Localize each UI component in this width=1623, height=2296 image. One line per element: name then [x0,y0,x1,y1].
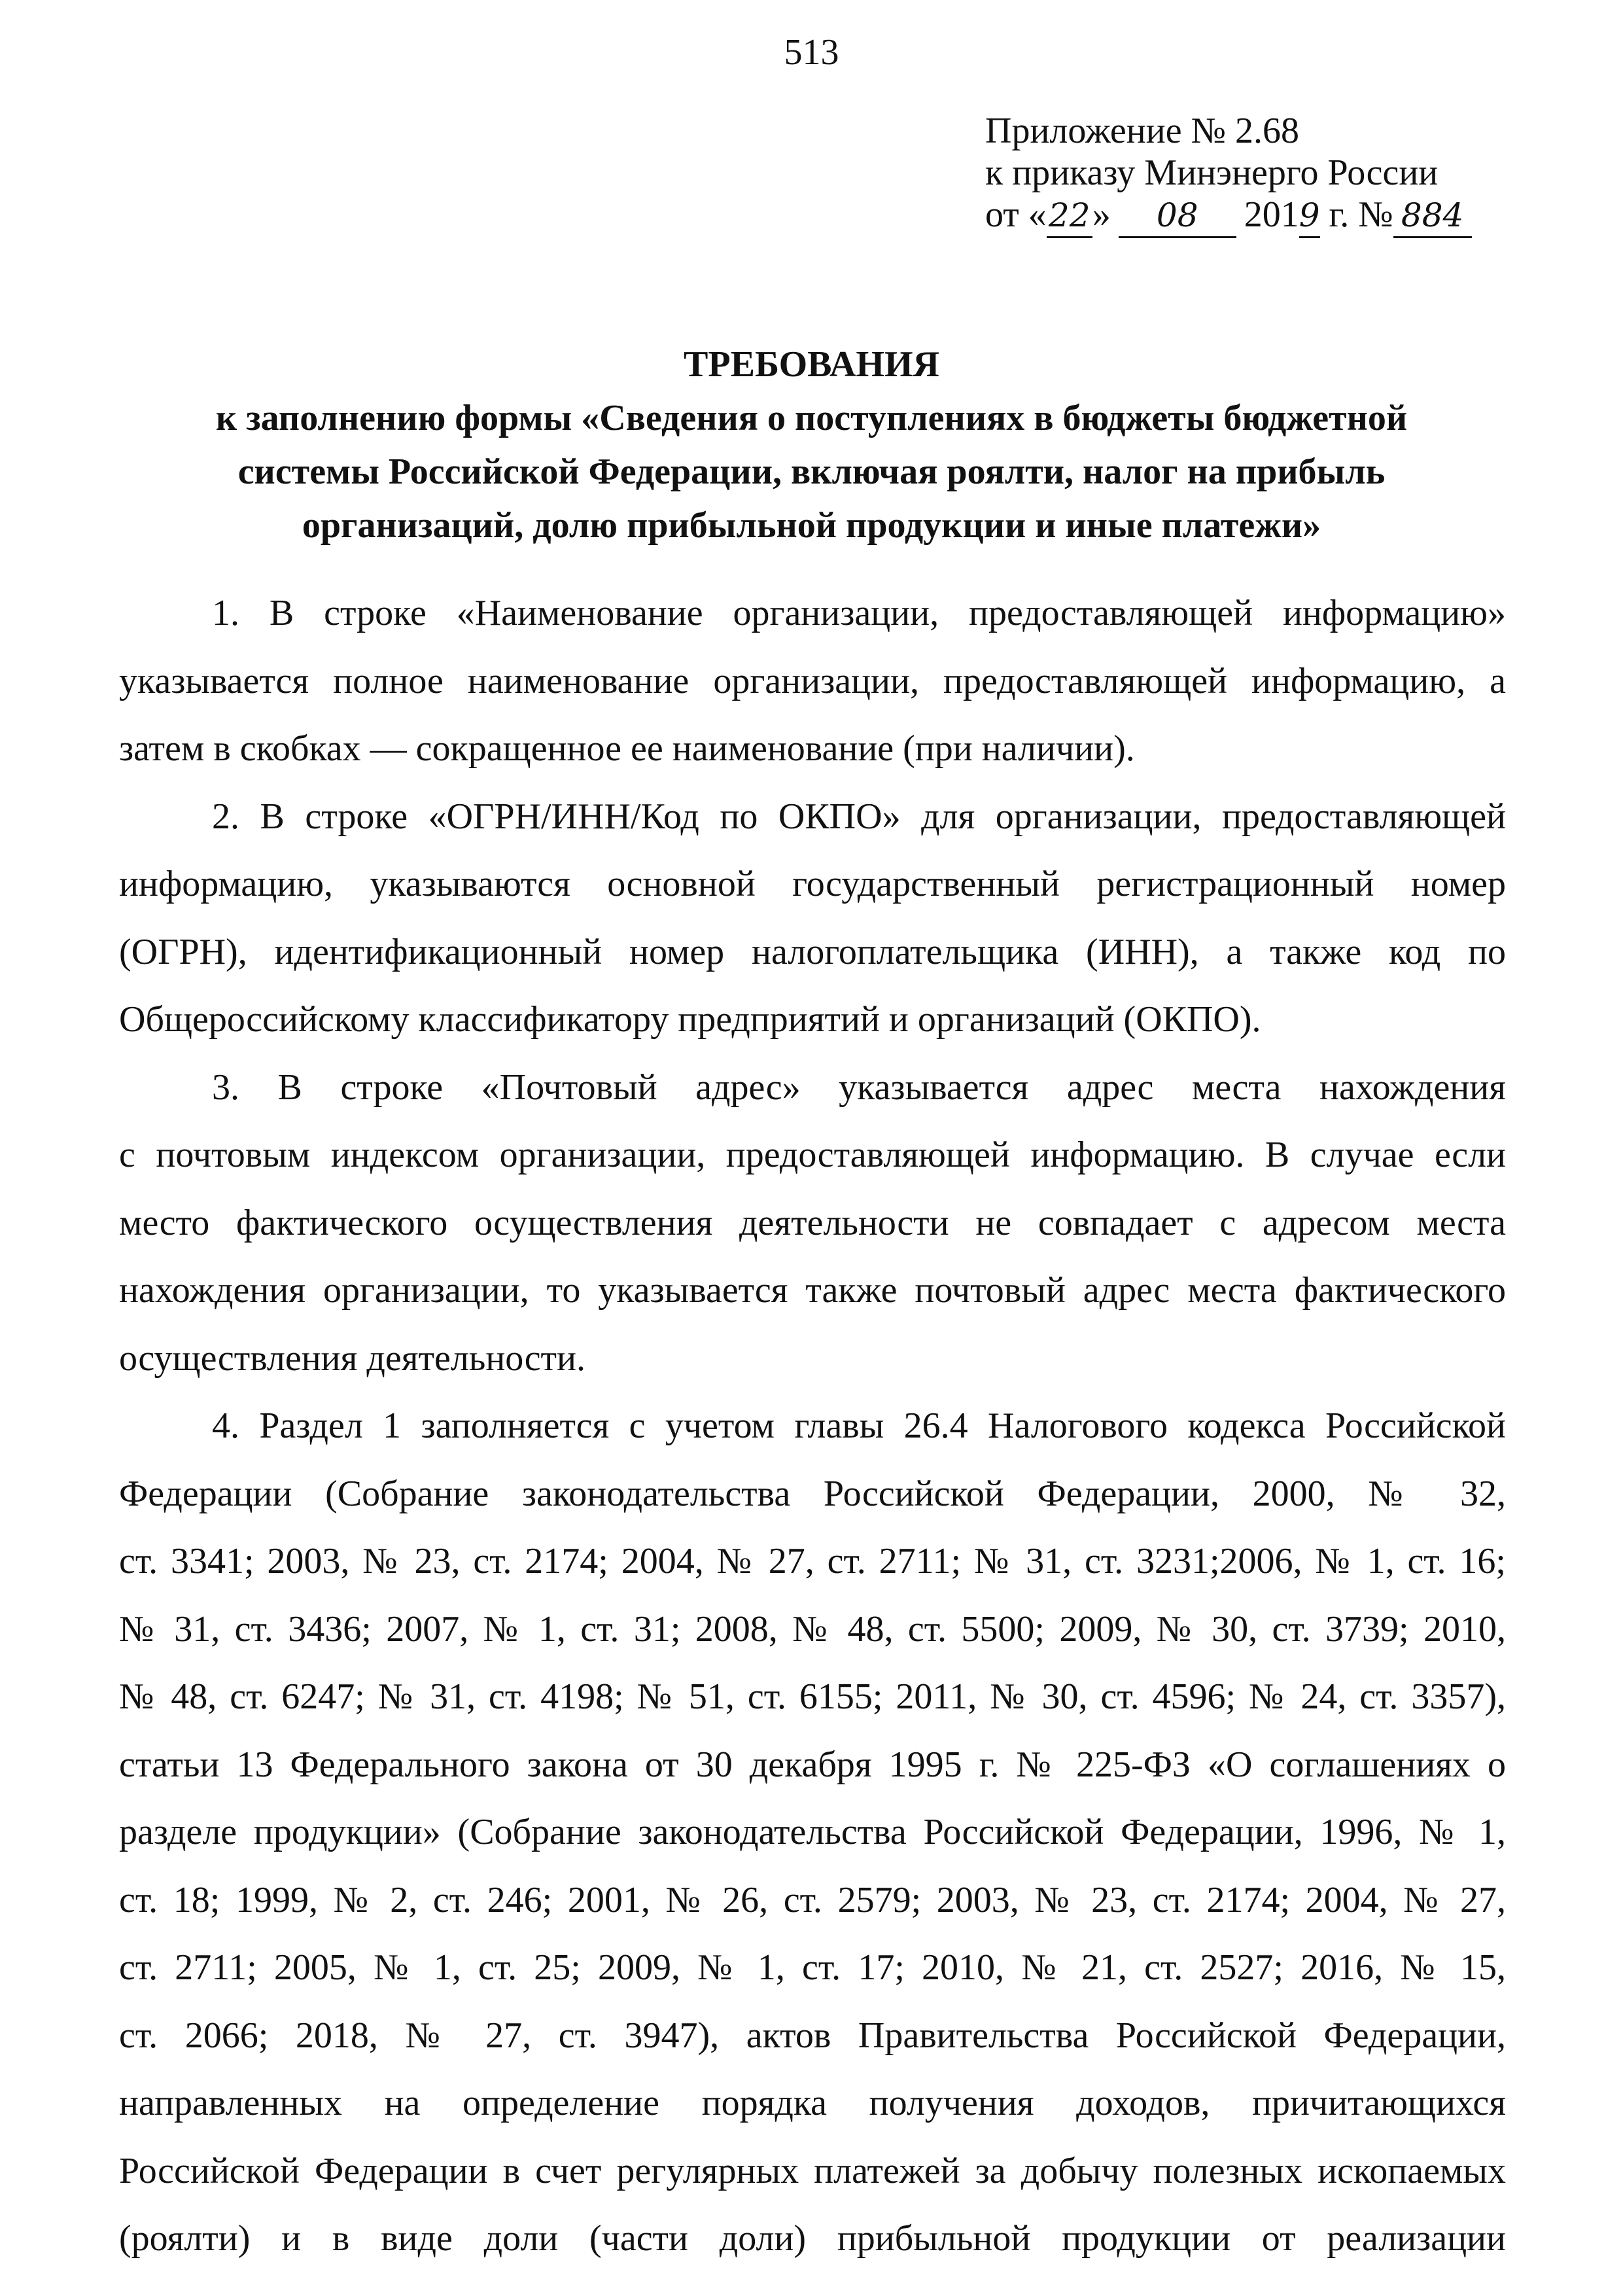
body-line: место фактического осуществления деятельности не совпадает с адресом места [119,1202,1506,1243]
document-body [119,580,1506,2273]
body-line: 1. В строке «Наименование организации, предоставляющей информацию» [212,593,1506,633]
handwritten-order-number: 884 [1393,194,1472,238]
body-line: 4. Раздел 1 заполняется с учетом главы 26.4 Налогового кодекса Российской [212,1405,1506,1446]
body-line: (ОГРН), идентификационный номер налогоплательщика (ИНН), а также код по [119,931,1506,972]
body-line: ст. 2711; 2005, № 1, ст. 25; 2009, № 1, ст. 17; 2010, № 21, ст. 2527; 2016, № 15, [119,1947,1506,1988]
body-line: (роялти) и в виде доли (части доли) прибыльной продукции от реализации [119,2218,1506,2259]
title-line-3: организаций, долю прибыльной продукции и иные платежи» [302,505,1321,546]
body-line: разделе продукции» (Собрание законодательства Российской Федерации, 1996, № 1, [119,1812,1506,1852]
body-line: с почтовым индексом организации, предоставляющей информацию. В случае если [119,1135,1506,1175]
date-suffix: г. № [1319,194,1393,235]
body-line: № 48, ст. 6247; № 31, ст. 4198; № 51, ст. 6155; 2011, № 30, ст. 4596; № 24, ст. 3357), [119,1676,1506,1717]
body-line: № 31, ст. 3436; 2007, № 1, ст. 31; 2008, № 48, ст. 5500; 2009, № 30, ст. 3739; 2010, [119,1608,1506,1650]
body-line: осуществления деятельности. [119,1337,585,1379]
appendix-header [985,110,1472,238]
date-year-prefix: 201 [1244,194,1299,235]
date-mid: » [1092,194,1111,235]
body-line: ст. 3341; 2003, № 23, ст. 2174; 2004, № 27, ст. 2711; № 31, ст. 3231;2006, № 1, ст. 16; [119,1541,1506,1581]
body-line: указывается полное наименование организации, предоставляющей информацию, а [119,660,1506,701]
body-line: статьи 13 Федерального закона от 30 декабря 1995 г. № 225-ФЗ «О соглашениях о [119,1744,1506,1785]
body-line: информацию, указываются основной государственный регистрационный номер [119,864,1506,904]
page-number: 513 [784,32,839,73]
appendix-line-1: Приложение № 2.68 [985,111,1299,151]
body-line: ст. 18; 1999, № 2, ст. 246; 2001, № 26, ст. 2579; 2003, № 23, ст. 2174; 2004, № 27, [119,1879,1506,1920]
document-title [118,338,1505,552]
body-line: направленных на определение порядка получения доходов, причитающихся [119,2083,1506,2123]
body-line: Российской Федерации в счет регулярных платежей за добычу полезных ископаемых [119,2150,1506,2191]
body-line: ст. 2066; 2018, № 27, ст. 3947), актов Правительства Российской Федерации, [119,2015,1506,2056]
body-line: нахождения организации, то указывается также почтовый адрес места фактического [119,1270,1506,1311]
body-line: затем в скобках — сокращенное ее наименование (при наличии). [119,728,1135,769]
title-line-2: системы Российской Федерации, включая роялти, налог на прибыль [237,451,1386,492]
handwritten-month: 08 [1119,194,1236,238]
handwritten-day: 22 [1047,194,1092,238]
date-prefix: от « [985,194,1047,235]
body-line: 2. В строке «ОГРН/ИНН/Код по ОКПО» для организации, предоставляющей [212,796,1506,837]
body-line: 3. В строке «Почтовый адрес» указывается адрес места нахождения [212,1067,1506,1108]
appendix-date-line [985,194,1472,238]
body-line: Общероссийскому классификатору предприятий и организаций (ОКПО). [119,999,1261,1040]
appendix-line-2: к приказу Минэнерго России [985,152,1439,193]
title-line-1: к заполнению формы «Сведения о поступлениях в бюджеты бюджетной [215,398,1408,438]
handwritten-year-digit: 9 [1299,194,1320,238]
body-line: Федерации (Собрание законодательства Российской Федерации, 2000, № 32, [119,1473,1506,1514]
title-heading: ТРЕБОВАНИЯ [684,344,939,385]
